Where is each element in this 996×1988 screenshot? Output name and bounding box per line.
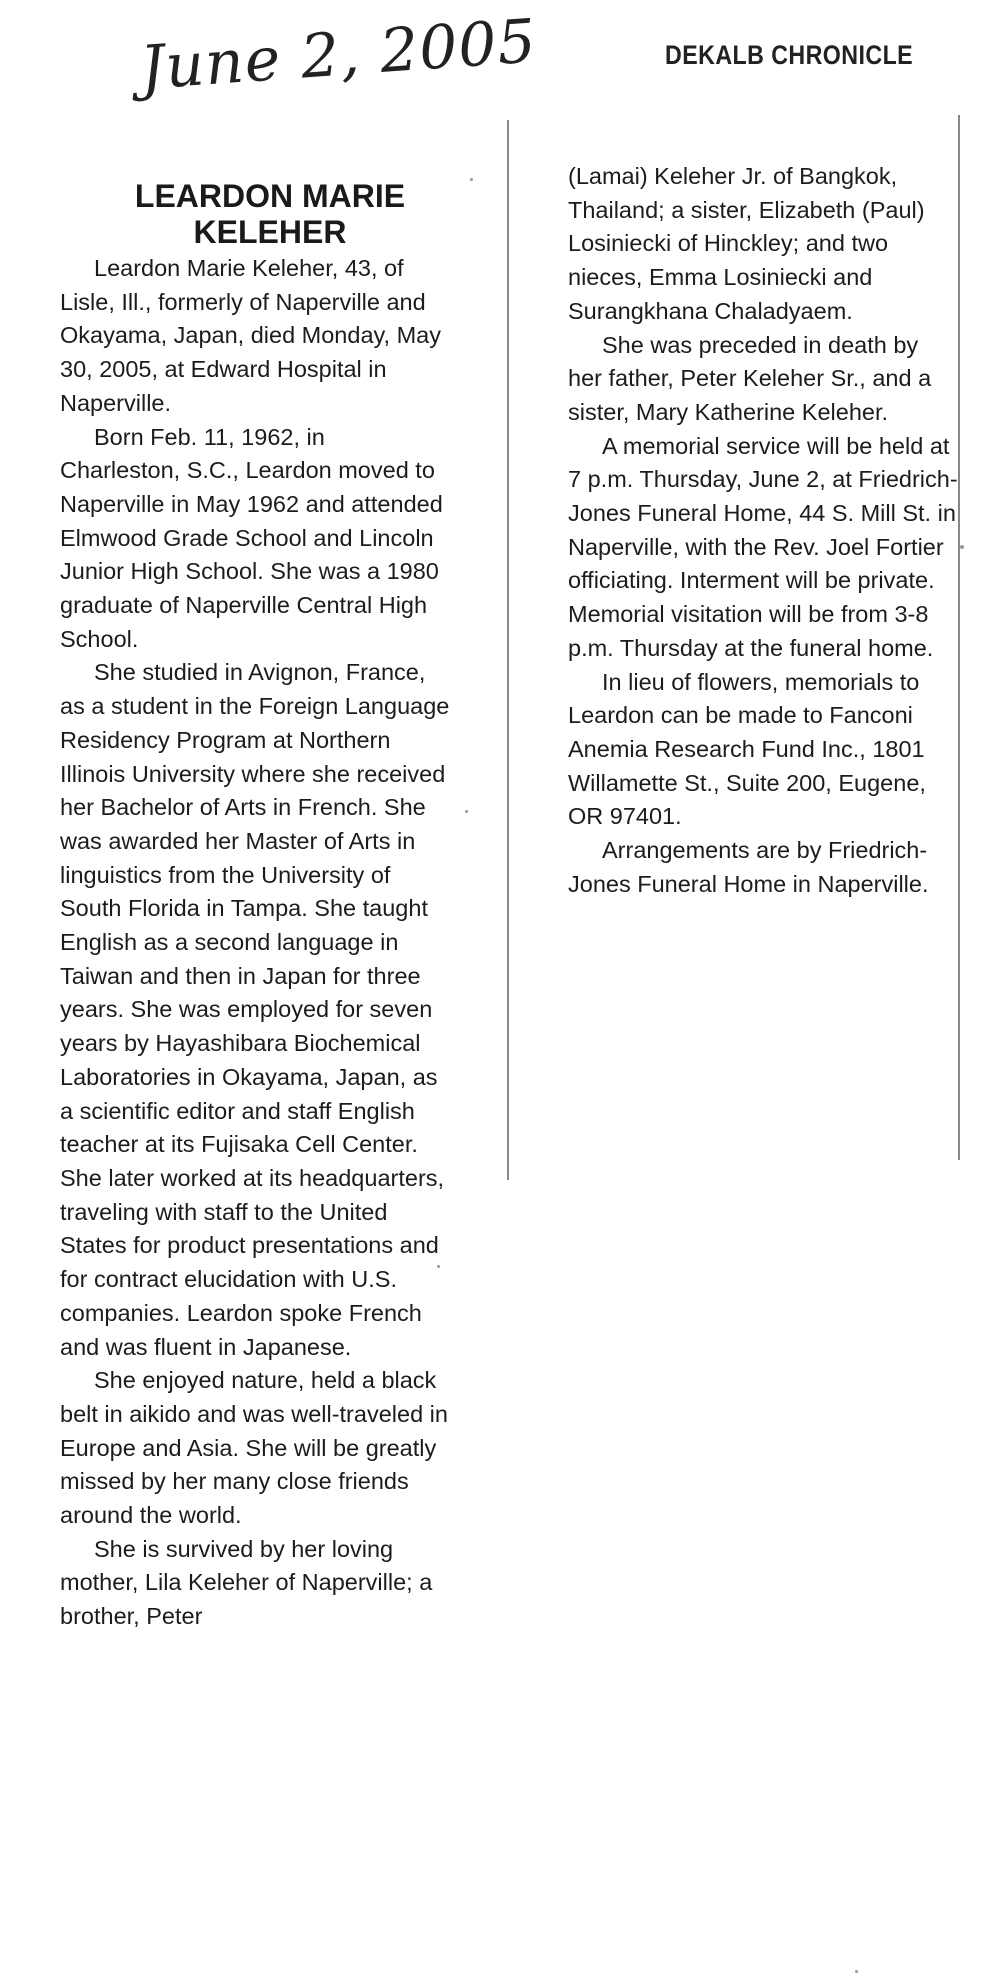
paragraph-memorials: In lieu of flowers, memorials to Leardon can be made to Fanconi Anemia Research Fund Inc., 1801 Willamette St., Suite 200, Eugene, OR 97401. [568,668,926,830]
paragraph-early-life: Born Feb. 11, 1962, in Charleston, S.C., Leardon moved to Naperville in May 1962 and attended Elmwood Grade School and Lincoln Junior High School. She was a 1980 graduate of Naperville Central High School. [60,423,443,652]
paragraph-memorial-service: A memorial service will be held at 7 p.m. Thursday, June 2, at Friedrich-Jones Funeral Home, 44 S. Mill St. in Naperville, with the Rev. Joel Fortier officiating. Interment will be private. Memorial visitation will be from 3-8 p.m. Thursday at the funeral home. [568,432,958,661]
scan-speck [465,810,468,813]
scan-speck [855,1970,858,1973]
obituary-headline [60,178,480,250]
obituary-column-1 [60,252,450,1634]
scan-speck [470,178,473,181]
paragraph-arrangements: Arrangements are by Friedrich-Jones Funeral Home in Naperville. [568,837,929,897]
paragraph-survivors-continued: (Lamai) Keleher Jr. of Bangkok, Thailand; a sister, Elizabeth (Paul) Losiniecki of Hinckley; and two nieces, Emma Losiniecki and Surangkhana Chaladyaem. [568,163,925,324]
column-divider-left [507,120,509,1180]
column-divider-right [958,115,960,1160]
headline-line-1: LEARDON MARIE [134,178,406,214]
paragraph-interests: She enjoyed nature, held a black belt in aikido and was well-traveled in Europe and Asia. She will be greatly missed by her many close friends around the world. [60,1367,448,1529]
paragraph-preceded-in-death: She was preceded in death by her father, Peter Keleher Sr., and a sister, Mary Katherine Keleher. [568,331,932,425]
obituary-column-2 [568,160,958,901]
paragraph-career: She studied in Avignon, France, as a student in the Foreign Language Residency Program at Northern Illinois University where she received her Bachelor of Arts in French. She was awarded her Master of Arts in linguistics from the University of South Florida in Tampa. She taught English as a second language in Taiwan and then in Japan for three years. She was employed for seven years by Hayashibara Biochemical Laboratories in Okayama, Japan, as a scientific editor and staff English teacher at its Fujisaka Cell Center. She later worked at its headquarters, traveling with staff to the United States for product presentations and for contract elucidation with U.S. companies. Leardon spoke French and was fluent in Japanese. [60,659,450,1360]
scan-speck [437,1265,440,1268]
paragraph-death-notice: Leardon Marie Keleher, 43, of Lisle, Ill., formerly of Naperville and Okayama, Japan, died Monday, May 30, 2005, at Edward Hospital in Naperville. [60,255,441,416]
paragraph-survivors: She is survived by her loving mother, Lila Keleher of Naperville; a brother, Peter [60,1535,433,1630]
headline-line-2: KELEHER [193,214,347,250]
handwritten-date: June 2, 2005 [138,6,539,104]
publication-name: DEKALB CHRONICLE [665,40,914,70]
scan-speck [960,545,964,549]
